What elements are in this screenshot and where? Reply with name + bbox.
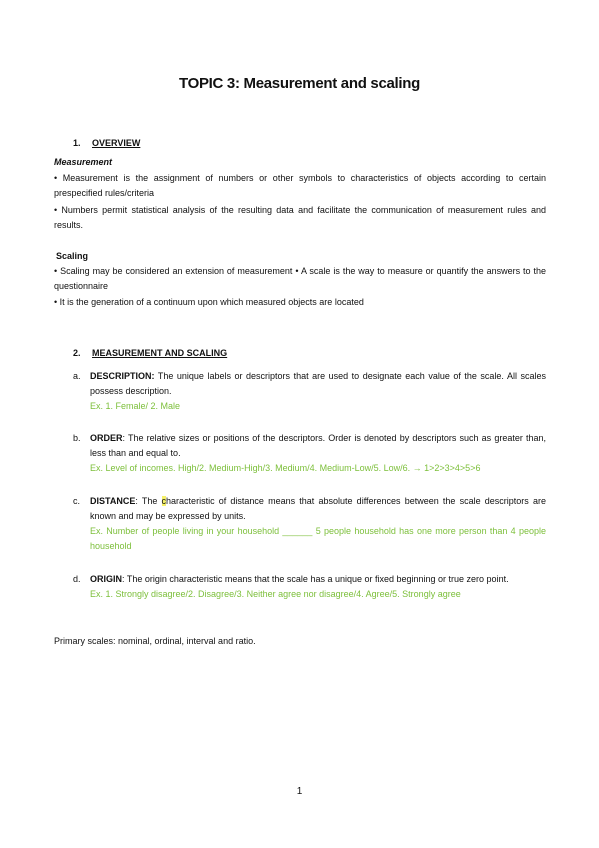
scaling-bullet: • It is the generation of a continuum upon which measured objects are located: [54, 297, 364, 307]
item-text: The unique labels or descriptors that are used to designate each value of the scale. All scales possess description.: [90, 371, 546, 396]
document-title: TOPIC 3: Measurement and scaling: [178, 75, 421, 92]
item-term: DISTANCE: [90, 496, 136, 506]
item-example: Ex. Number of people living in your household ______ 5 people household has one more person than 4 people household: [90, 526, 546, 551]
measurement-bullet: • Numbers permit statistical analysis of the resulting data and facilitate the communication of measurement rules and results.: [54, 205, 546, 230]
highlighted-character: c: [161, 496, 167, 506]
section-measurement-scaling-heading: [73, 346, 565, 361]
item-example: Ex. Level of incomes. High/2. Medium-High/3. Medium/4. Medium-Low/5. Low/6. → 1>2>3>4>5>6: [90, 463, 481, 473]
measurement-label: [54, 155, 546, 170]
scaling-bullet: • Scaling may be considered an extension of measurement • A scale is the way to measure or quantify the answers to the questionnaire: [54, 266, 546, 291]
item-text-post: haracteristic of distance means that absolute differences between the scale descriptors are known and may be expressed by units.: [90, 496, 546, 521]
item-text: : The relative sizes or positions of the descriptors. Order is denoted by descriptors such as greater than, less than and equal to.: [90, 433, 546, 458]
item-example: Ex. 1. Female/ 2. Male: [90, 401, 181, 411]
item-letter: b.: [73, 433, 81, 443]
item-text-pre: : The: [135, 496, 162, 506]
item-term: ORDER: [90, 433, 123, 443]
scale-item-distance: [73, 494, 546, 554]
section-overview-heading: [73, 136, 565, 151]
scaling-label-text: Scaling: [56, 251, 89, 261]
measurement-label-text: Measurement: [54, 157, 113, 167]
item-text: : The origin characteristic means that the scale has a unique or fixed beginning or true zero point.: [122, 574, 509, 584]
section-number: 1.: [73, 138, 81, 148]
section-title: MEASUREMENT AND SCALING: [92, 348, 228, 358]
item-example: Ex. 1. Strongly disagree/2. Disagree/3. Neither agree nor disagree/4. Agree/5. Strongly agree: [90, 589, 461, 599]
item-letter: a.: [73, 371, 81, 381]
scale-item-description: [73, 369, 546, 414]
item-term: DESCRIPTION:: [90, 371, 155, 381]
section-title: OVERVIEW: [92, 138, 141, 148]
item-letter: c.: [73, 496, 81, 506]
item-term: ORIGIN: [90, 574, 123, 584]
measurement-bullet: • Measurement is the assignment of numbers or other symbols to characteristics of objects according to certain prespecified rules/criteria: [54, 173, 546, 198]
page-number: 1: [296, 786, 303, 797]
scaling-label: [56, 249, 548, 264]
primary-scales-note: Primary scales: nominal, ordinal, interval and ratio.: [54, 636, 256, 646]
section-number: 2.: [73, 348, 81, 358]
item-letter: d.: [73, 574, 81, 584]
scale-item-origin: [73, 572, 546, 602]
scale-item-order: [73, 431, 546, 476]
